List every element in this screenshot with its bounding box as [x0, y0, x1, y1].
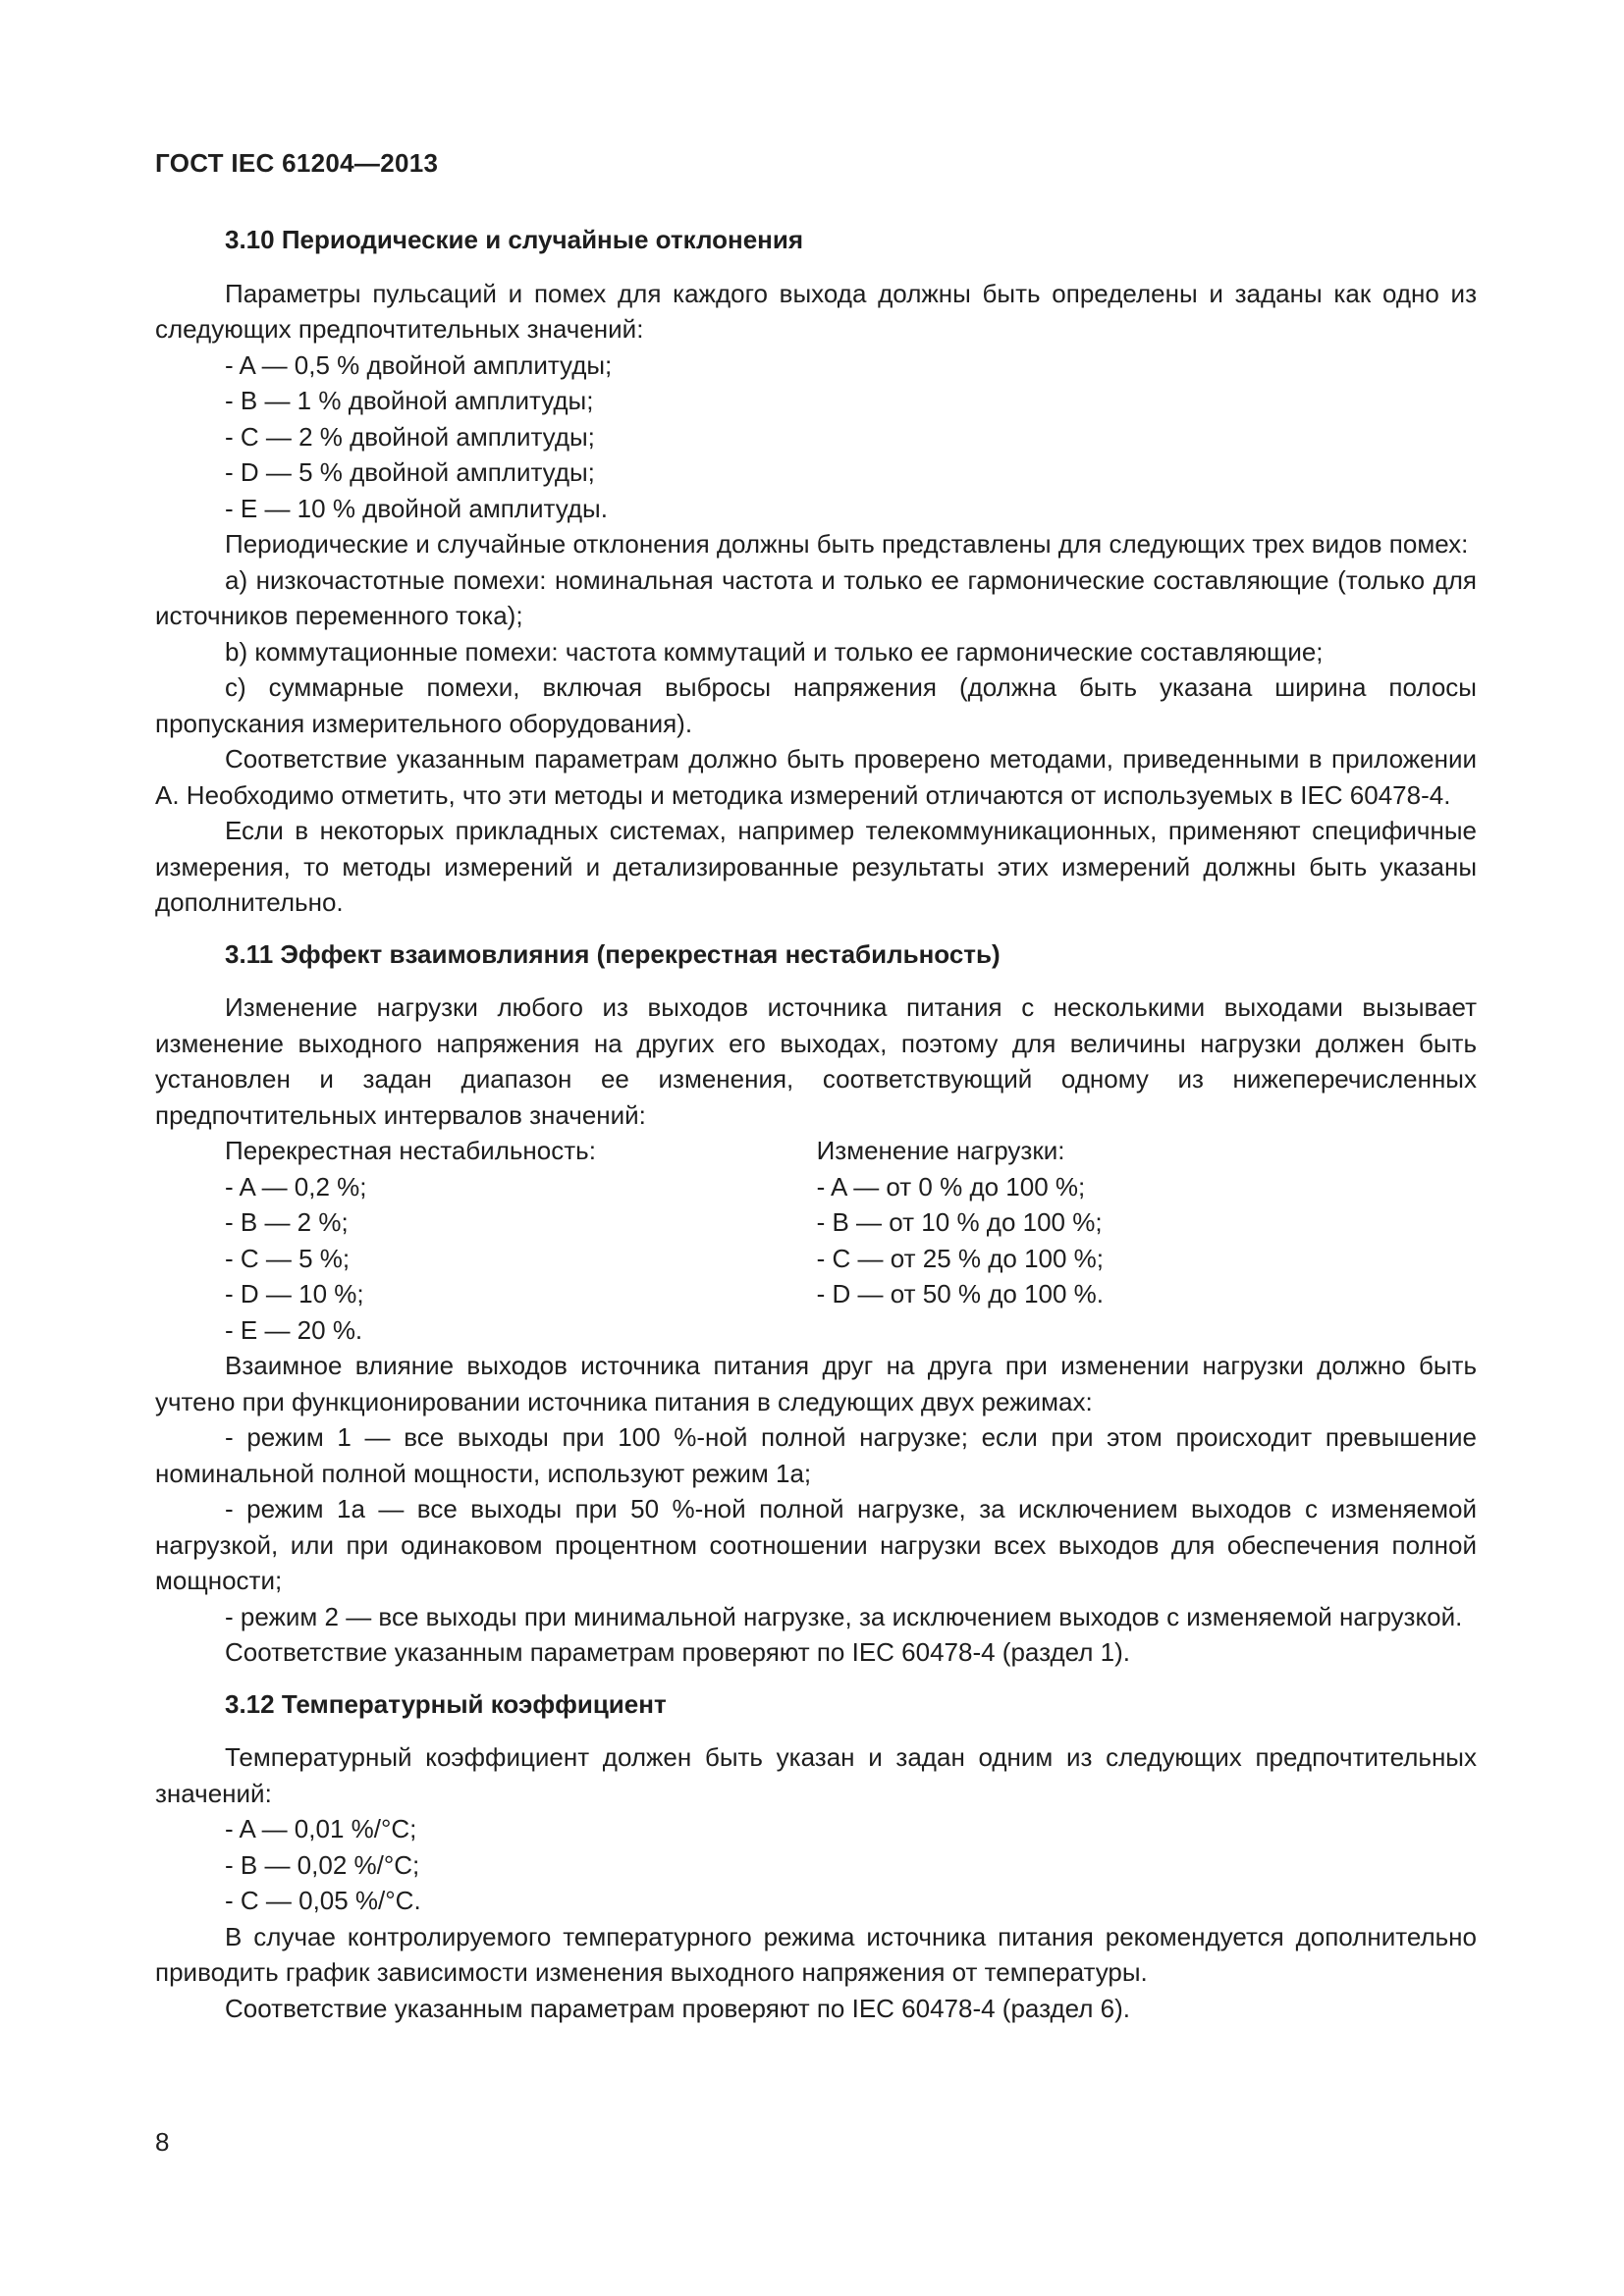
section-title: 3.11 Эффект взаимовлияния (перекрестная нестабильность) — [225, 938, 1001, 969]
paragraph: Взаимное влияние выходов источника питания друг на друга при изменении нагрузки должно быть учтено при функционировании источника питания в следующих двух режимах: — [155, 1351, 1477, 1416]
list-item: - C — 2 % двойной амплитуды; — [225, 421, 595, 452]
mode-item: - режим 1 — все выходы при 100 %-ной полной нагрузке; если при этом происходит превышение номинальной полной мощности, используют режим 1а; — [155, 1422, 1477, 1488]
document-body — [155, 222, 1477, 2042]
list-item: - B — 1 % двойной амплитуды; — [225, 386, 594, 415]
list-item: - A — 0,2 %; — [225, 1171, 367, 1201]
section-title: 3.10 Периодические и случайные отклонения — [225, 225, 804, 254]
list-item: - D — 10 %; — [225, 1279, 364, 1308]
paragraph: Периодические и случайные отклонения должны быть представлены для следующих трех видов помех: — [225, 529, 1469, 559]
list-item: - C — 0,05 %/°C. — [225, 1886, 421, 1915]
list-item: - D — от 50 % до 100 %. — [816, 1279, 1105, 1308]
paragraph: Температурный коэффициент должен быть указан и задан одним из следующих предпочтительных значений: — [155, 1742, 1477, 1808]
list-item: - E — 10 % двойной амплитуды. — [225, 493, 608, 523]
cross-instability-column — [155, 1133, 817, 1348]
paragraph: Соответствие указанным параметрам должно быть проверено методами, приведенными в приложении А. Необходимо отметить, что эти методы и методика измерений отличаются от используемых в IEC 60478-4. — [155, 744, 1477, 810]
document-header: ГОСТ IEC 61204—2013 — [155, 148, 439, 178]
mode-item: - режим 1а — все выходы при 50 %-ной полной нагрузке, за исключением выходов с изменяемой нагрузкой, или при одинаковом процентном соотношении нагрузки всех выходов для обеспечения полной мощности; — [155, 1494, 1477, 1595]
list-item: - C — от 25 % до 100 %; — [816, 1243, 1105, 1273]
paragraph-item-a: a) низкочастотные помехи: номинальная частота и только ее гармонические составляющие (только для источников переменного тока); — [155, 564, 1477, 630]
column-heading: Перекрестная нестабильность: — [225, 1136, 596, 1165]
page-number: 8 — [155, 2127, 170, 2157]
list-item: - C — 5 %; — [225, 1243, 351, 1273]
mode-item: - режим 2 — все выходы при минимальной нагрузке, за исключением выходов с изменяемой нагрузкой. — [225, 1601, 1463, 1631]
section-3-10 — [155, 222, 1477, 921]
section-3-12 — [155, 1686, 1477, 2027]
paragraph: Если в некоторых прикладных системах, например телекоммуникационных, применяют специфичные измерения, то методы измерений и детализированные результаты этих измерений должны быть указаны дополнительно. — [155, 816, 1477, 917]
paragraph-item-c: c) суммарные помехи, включая выбросы напряжения (должна быть указана ширина полосы пропускания измерительного оборудования). — [155, 672, 1477, 738]
list-item: - A — 0,01 %/°C; — [225, 1814, 417, 1843]
two-column-list — [155, 1133, 1477, 1348]
list-item: - B — 2 %; — [225, 1207, 349, 1237]
list-item: - A — 0,5 % двойной амплитуды; — [225, 349, 613, 380]
column-heading: Изменение нагрузки: — [816, 1136, 1065, 1165]
list-item: - E — 20 %. — [225, 1314, 363, 1345]
list-item: - B — 0,02 %/°C; — [225, 1849, 420, 1880]
load-change-column — [817, 1133, 1477, 1348]
section-title: 3.12 Температурный коэффициент — [225, 1688, 667, 1719]
section-3-11 — [155, 936, 1477, 1671]
paragraph: Соответствие указанным параметрам проверяют по IEC 60478-4 (раздел 6). — [225, 1993, 1130, 2023]
paragraph-item-b: b) коммутационные помехи: частота коммутаций и только ее гармонические составляющие; — [225, 636, 1324, 667]
list-item: - D — 5 % двойной амплитуды; — [225, 457, 595, 487]
paragraph: Изменение нагрузки любого из выходов источника питания с несколькими выходами вызывает изменение выходного напряжения на других его выходах, поэтому для величины нагрузки должен быть установлен и задан диапазон ее изменения, соответствующий одному из нижеперечисленных предпочтительных интервалов значений: — [155, 992, 1477, 1130]
list-item: - A — от 0 % до 100 %; — [816, 1171, 1086, 1201]
paragraph: В случае контролируемого температурного режима источника питания рекомендуется дополнительно приводить график зависимости изменения выходного напряжения от температуры. — [155, 1921, 1477, 1987]
paragraph: Параметры пульсаций и помех для каждого выхода должны быть определены и заданы как одно из следующих предпочтительных значений: — [155, 278, 1477, 344]
paragraph: Соответствие указанным параметрам проверяют по IEC 60478-4 (раздел 1). — [225, 1637, 1130, 1667]
list-item: - B — от 10 % до 100 %; — [816, 1207, 1103, 1237]
